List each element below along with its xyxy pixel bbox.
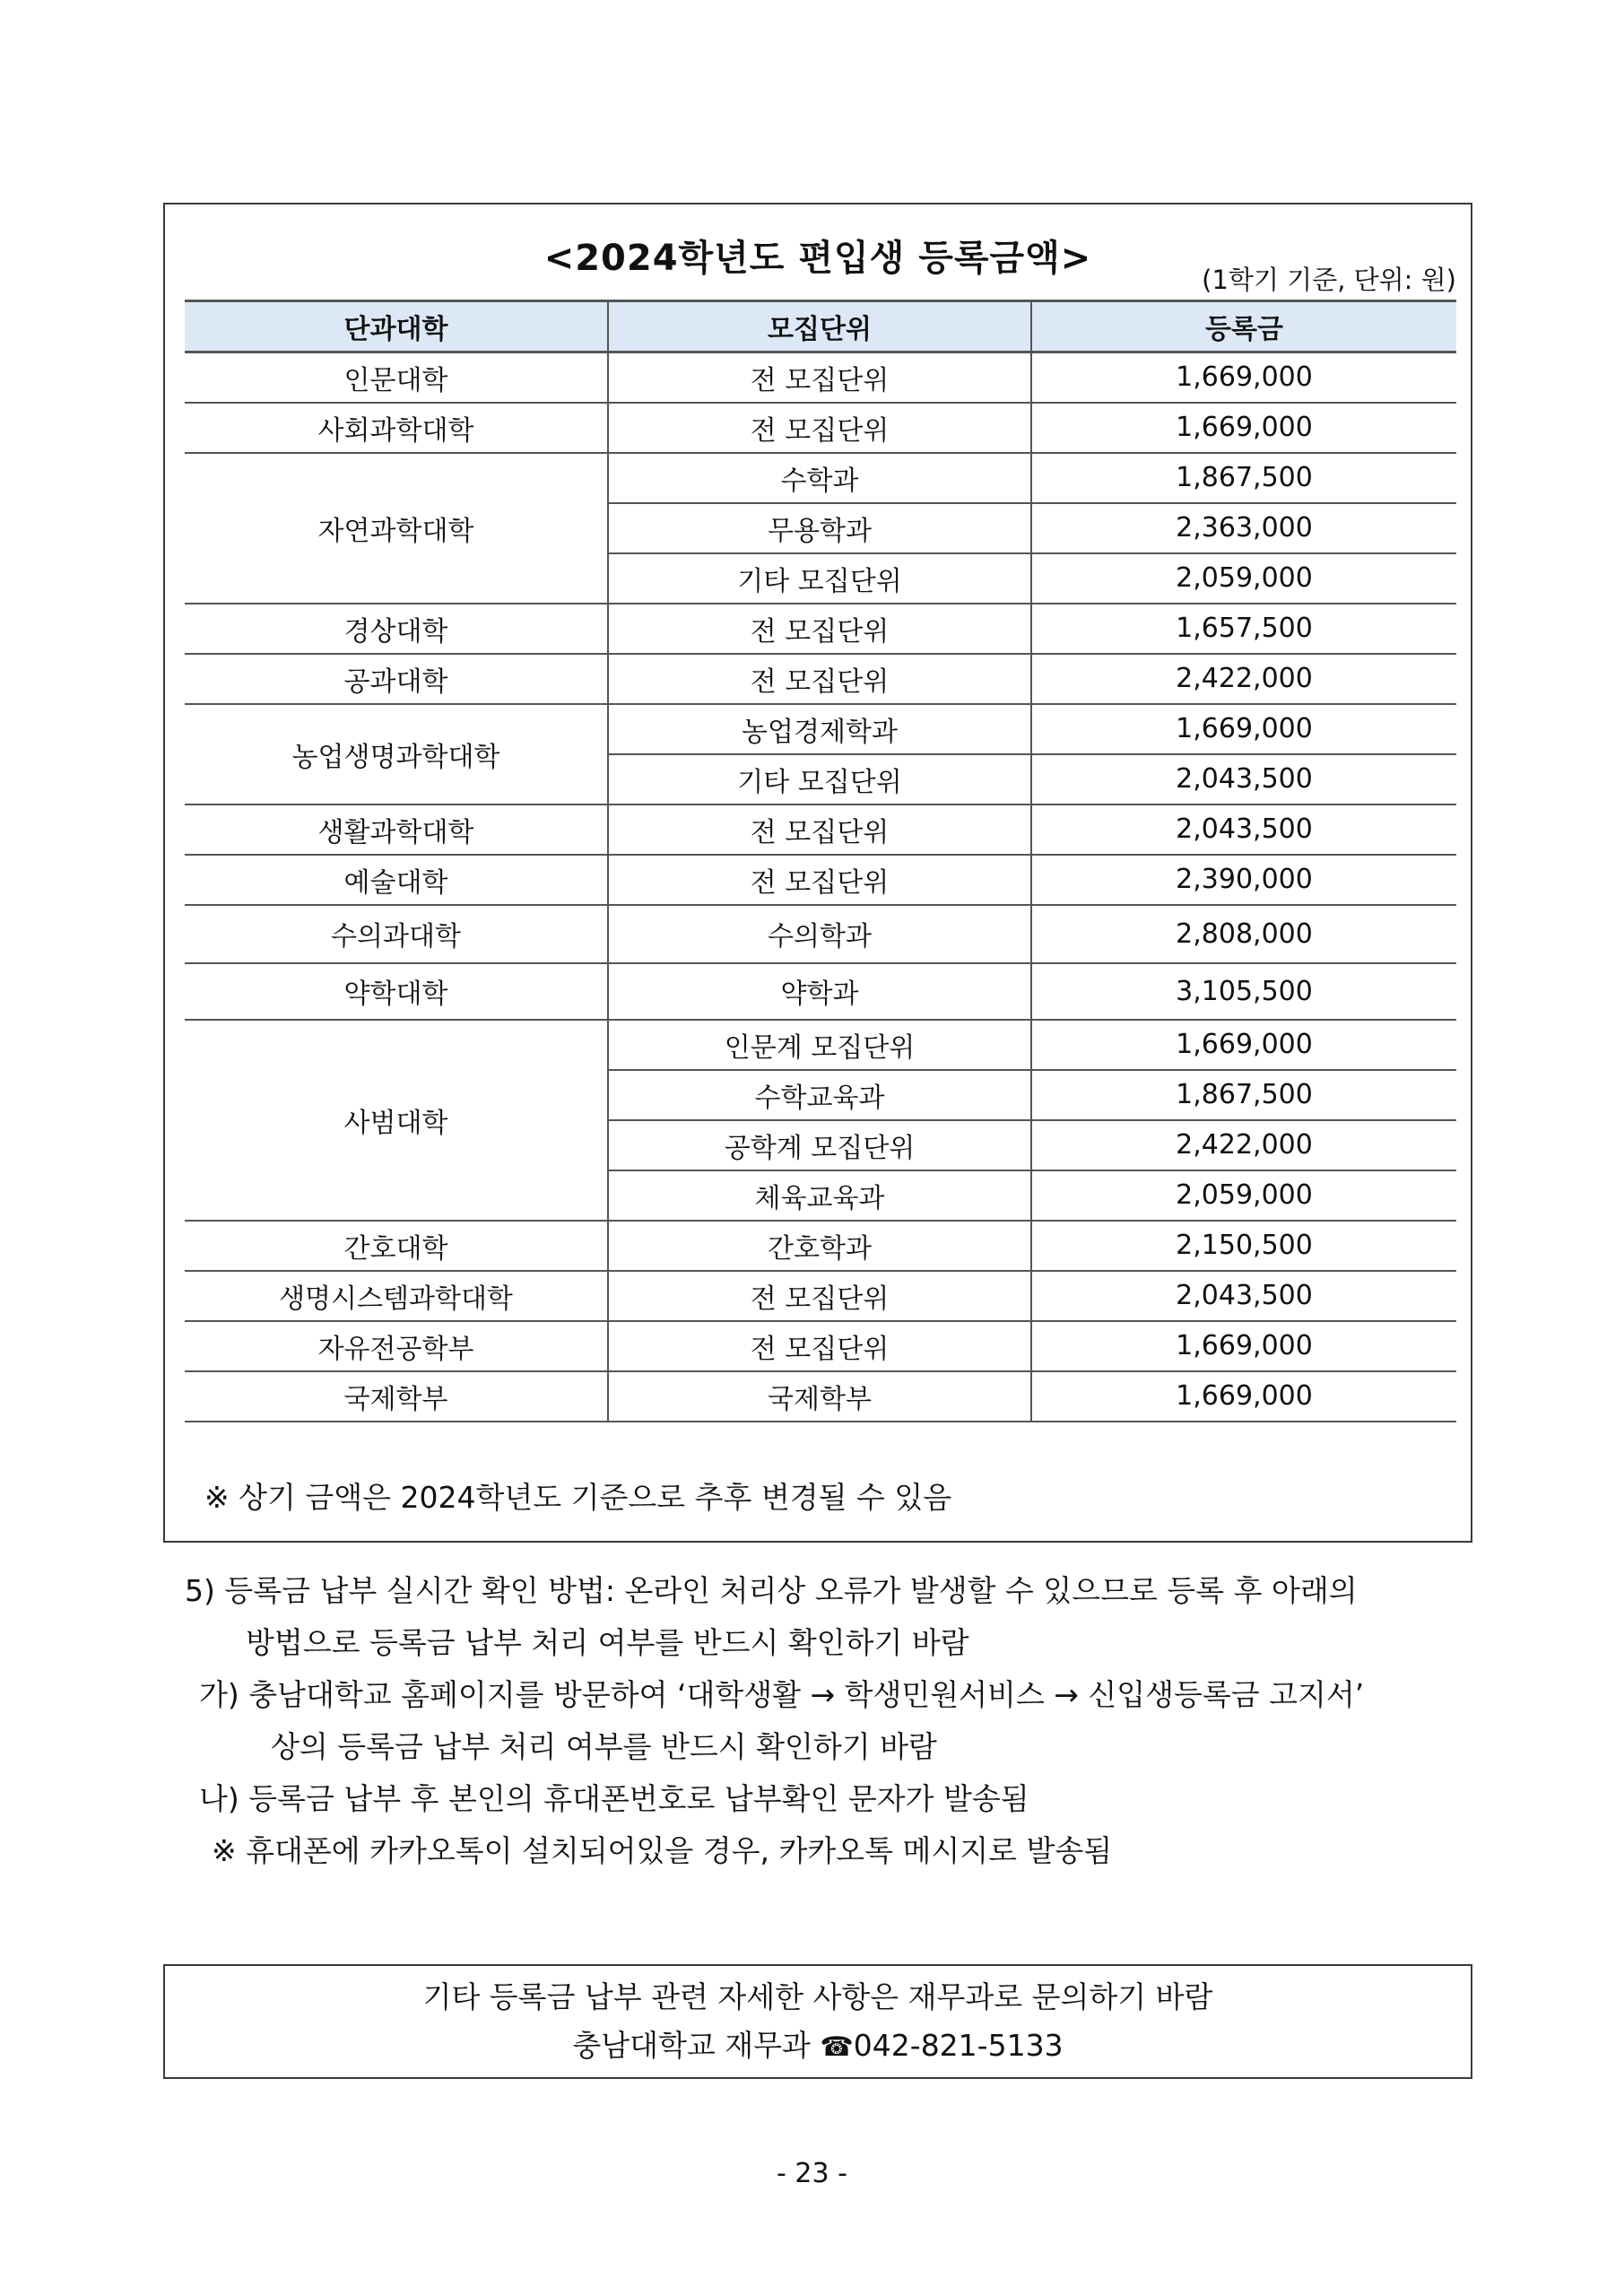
table-row bbox=[185, 804, 1456, 855]
table-row bbox=[185, 1321, 1456, 1371]
unit-cell: 전 모집단위 bbox=[608, 804, 1031, 855]
unit-cell: 국제학부 bbox=[608, 1371, 1031, 1422]
fee-cell: 1,669,000 bbox=[1031, 403, 1456, 453]
table-row bbox=[185, 855, 1456, 905]
fee-cell: 2,422,000 bbox=[1031, 654, 1456, 704]
college-cell: 예술대학 bbox=[185, 855, 608, 905]
header-college: 단과대학 bbox=[185, 301, 608, 352]
table-row bbox=[185, 963, 1456, 1020]
fee-cell: 2,059,000 bbox=[1031, 553, 1456, 604]
college-cell: 약학대학 bbox=[185, 963, 608, 1020]
unit-cell: 체육교육과 bbox=[608, 1170, 1031, 1221]
fee-cell: 2,390,000 bbox=[1031, 855, 1456, 905]
table-row bbox=[185, 1271, 1456, 1321]
fee-cell: 2,422,000 bbox=[1031, 1120, 1456, 1170]
fee-cell: 1,669,000 bbox=[1031, 1371, 1456, 1422]
unit-cell: 수의학과 bbox=[608, 905, 1031, 963]
section5-item-a2: 상의 등록금 납부 처리 여부를 반드시 확인하기 바람 bbox=[271, 1729, 937, 1764]
table-row bbox=[185, 604, 1456, 654]
table-row bbox=[185, 453, 1456, 503]
table-footnote: ※ 상기 금액은 2024학년도 기준으로 추후 변경될 수 있음 bbox=[204, 1480, 952, 1515]
unit-cell: 약학과 bbox=[608, 963, 1031, 1020]
unit-cell: 간호학과 bbox=[608, 1221, 1031, 1271]
table-row bbox=[185, 1020, 1456, 1070]
fee-cell: 1,867,500 bbox=[1031, 1070, 1456, 1120]
college-cell: 생활과학대학 bbox=[185, 804, 608, 855]
college-cell: 사회과학대학 bbox=[185, 403, 608, 453]
unit-cell: 수학과 bbox=[608, 453, 1031, 503]
fee-cell: 2,059,000 bbox=[1031, 1170, 1456, 1221]
contact-office: 충남대학교 재무과 bbox=[572, 2028, 811, 2063]
unit-cell: 인문계 모집단위 bbox=[608, 1020, 1031, 1070]
fee-cell: 3,105,500 bbox=[1031, 963, 1456, 1020]
fee-cell: 2,043,500 bbox=[1031, 804, 1456, 855]
fee-cell: 1,669,000 bbox=[1031, 352, 1456, 403]
fee-cell: 1,657,500 bbox=[1031, 604, 1456, 654]
fee-cell: 2,808,000 bbox=[1031, 905, 1456, 963]
unit-cell: 공학계 모집단위 bbox=[608, 1120, 1031, 1170]
fee-cell: 1,669,000 bbox=[1031, 1321, 1456, 1371]
contact-phone: 042-821-5133 bbox=[853, 2028, 1064, 2063]
section5-line1: 5) 등록금 납부 실시간 확인 방법: 온라인 처리상 오류가 발생할 수 있으므로 등록 후 아래의 bbox=[185, 1573, 1358, 1608]
unit-cell: 기타 모집단위 bbox=[608, 754, 1031, 804]
table-title: <2024학년도 편입생 등록금액> bbox=[543, 238, 1092, 279]
unit-cell: 전 모집단위 bbox=[608, 1321, 1031, 1371]
college-cell: 농업생명과학대학 bbox=[185, 704, 608, 804]
unit-cell: 전 모집단위 bbox=[608, 604, 1031, 654]
telephone-icon: ☎ bbox=[820, 2031, 854, 2063]
fee-cell: 1,669,000 bbox=[1031, 1020, 1456, 1070]
section5-item-b: 나) 등록금 납부 후 본인의 휴대폰번호로 납부확인 문자가 발송됨 bbox=[199, 1781, 1029, 1816]
table-row bbox=[185, 1221, 1456, 1271]
college-cell: 국제학부 bbox=[185, 1371, 608, 1422]
table-row bbox=[185, 403, 1456, 453]
college-cell: 사범대학 bbox=[185, 1020, 608, 1221]
college-cell: 수의과대학 bbox=[185, 905, 608, 963]
section5-line2: 방법으로 등록금 납부 처리 여부를 반드시 확인하기 바람 bbox=[246, 1625, 969, 1660]
unit-cell: 전 모집단위 bbox=[608, 1271, 1031, 1321]
college-cell: 생명시스템과학대학 bbox=[185, 1271, 608, 1321]
table-row bbox=[185, 352, 1456, 403]
college-cell: 경상대학 bbox=[185, 604, 608, 654]
table-row bbox=[185, 905, 1456, 963]
college-cell: 자유전공학부 bbox=[185, 1321, 608, 1371]
fee-cell: 1,669,000 bbox=[1031, 704, 1456, 754]
page-number: - 23 - bbox=[777, 2158, 847, 2189]
unit-cell: 수학교육과 bbox=[608, 1070, 1031, 1120]
table-row bbox=[185, 704, 1456, 754]
contact-line2 bbox=[165, 2022, 1471, 2072]
unit-cell: 전 모집단위 bbox=[608, 352, 1031, 403]
college-cell: 간호대학 bbox=[185, 1221, 608, 1271]
table-row bbox=[185, 654, 1456, 704]
fee-cell: 2,150,500 bbox=[1031, 1221, 1456, 1271]
contact-box bbox=[163, 1964, 1472, 2079]
unit-cell: 전 모집단위 bbox=[608, 403, 1031, 453]
table-header-row bbox=[185, 301, 1456, 352]
fee-table bbox=[185, 300, 1456, 1422]
section5-note: ※ 휴대폰에 카카오톡이 설치되어있을 경우, 카카오톡 메시지로 발송됨 bbox=[212, 1833, 1113, 1868]
contact-line1: 기타 등록금 납부 관련 자세한 사항은 재무과로 문의하기 바람 bbox=[422, 1979, 1213, 2014]
header-unit: 모집단위 bbox=[608, 301, 1031, 352]
fee-cell: 1,867,500 bbox=[1031, 453, 1456, 503]
unit-cell: 농업경제학과 bbox=[608, 704, 1031, 754]
section5-item-a1: 가) 충남대학교 홈페이지를 방문하여 ‘대학생활 → 학생민원서비스 → 신입생등록금 고지서’ bbox=[199, 1677, 1365, 1712]
unit-cell: 기타 모집단위 bbox=[608, 553, 1031, 604]
fee-cell: 2,043,500 bbox=[1031, 1271, 1456, 1321]
unit-cell: 무용학과 bbox=[608, 503, 1031, 553]
table-row bbox=[185, 1371, 1456, 1422]
college-cell: 공과대학 bbox=[185, 654, 608, 704]
unit-cell: 전 모집단위 bbox=[608, 855, 1031, 905]
unit-cell: 전 모집단위 bbox=[608, 654, 1031, 704]
fee-cell: 2,363,000 bbox=[1031, 503, 1456, 553]
college-cell: 인문대학 bbox=[185, 352, 608, 403]
fee-cell: 2,043,500 bbox=[1031, 754, 1456, 804]
unit-note: (1학기 기준, 단위: 원) bbox=[1202, 265, 1456, 295]
fee-table-frame bbox=[163, 203, 1472, 1543]
header-fee: 등록금 bbox=[1031, 301, 1456, 352]
college-cell: 자연과학대학 bbox=[185, 453, 608, 604]
